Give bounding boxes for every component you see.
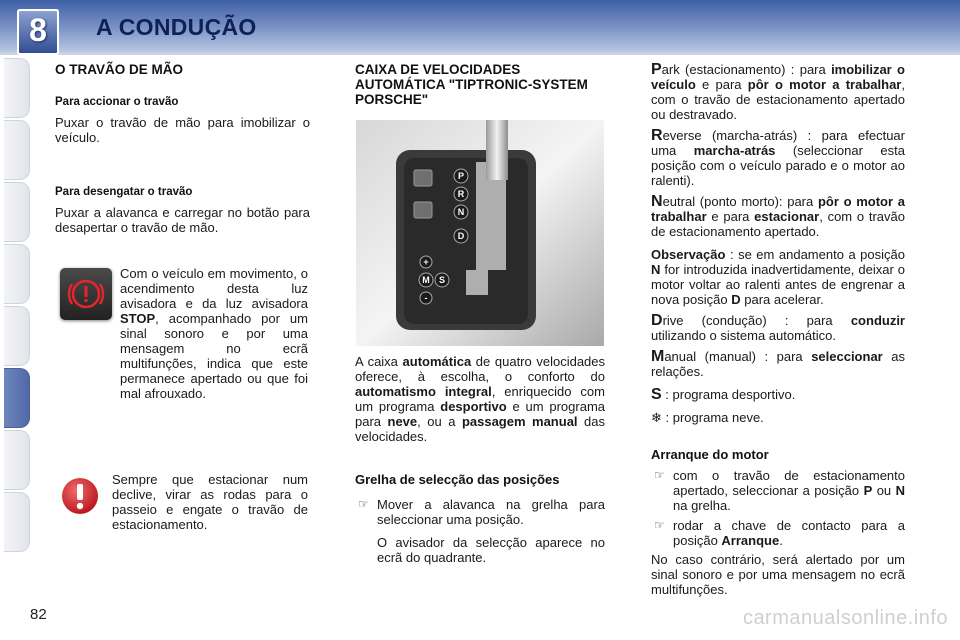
chapter-number: 8 xyxy=(29,12,47,48)
pointing-hand-icon: ☞ xyxy=(654,468,665,482)
position-n-text: Neutral (ponto morto): para pôr o motor a trabalhar e para estacionar, com o travão de estacionamento apertado. xyxy=(651,193,905,239)
column-automatic-gearbox xyxy=(355,62,605,107)
grid-instruction-text: Mover a alavanca na grelha para seleccionar uma posição. xyxy=(377,497,605,527)
parking-brake-warning-icon xyxy=(60,268,112,320)
section-heading-parking-brake: O TRAVÃO DE MÃO xyxy=(55,62,183,77)
engage-text: Puxar o travão de mão para imobilizar o veículo. xyxy=(55,115,310,145)
observation-text: Observação : se em andamento a posição N for introduzida inadvertidamente, deixar o motor voltar ao ralenti antes de engrenar a nova posição D para acelerar. xyxy=(651,247,905,307)
position-m-text: Manual (manual) : para seleccionar as relações. xyxy=(651,348,905,379)
chapter-tab[interactable] xyxy=(4,492,30,552)
gearbox-intro-text: A caixa automática de quatro velocidades oferece, à escolha, o conforto do automatismo integral, enriquecido com um programa desportivo e um programa para neve, ou a passagem manual das velocidades. xyxy=(355,354,606,444)
header-underline xyxy=(0,52,960,55)
chapter-tab[interactable] xyxy=(4,244,30,304)
subheading-engage: Para accionar o travão xyxy=(55,96,179,108)
snowflake-icon: ❄ xyxy=(651,410,662,425)
grid-note-text: O avisador da selecção aparece no ecrã do quadrante. xyxy=(377,535,605,565)
gear-selector-image xyxy=(356,120,604,346)
gear-label-d: D xyxy=(457,231,465,241)
gear-label-n: N xyxy=(457,207,465,217)
list-item xyxy=(651,518,905,548)
section-heading-engine-start: Arranque do motor xyxy=(651,447,769,462)
section-heading-gearbox: CAIXA DE VELOCIDADES AUTOMÁTICA "TIPTRONIC-SYSTEM PORSCHE" xyxy=(355,62,588,107)
chapter-tabs xyxy=(0,58,34,578)
chapter-tab[interactable] xyxy=(4,306,30,366)
gear-label-s: S xyxy=(438,275,446,285)
column-gear-positions xyxy=(651,62,905,597)
list-item xyxy=(651,468,905,513)
parking-warning-text: Sempre que estacionar num declive, virar as rodas para o passeio e engate o travão de estacionamento. xyxy=(112,472,308,532)
position-d-text: Drive (condução) : para conduzir utilizando o sistema automático. xyxy=(651,312,905,343)
exclamation-alert-icon xyxy=(60,476,100,516)
pointing-hand-icon: ☞ xyxy=(654,518,665,532)
gear-label-p: P xyxy=(457,171,465,181)
chapter-tab[interactable] xyxy=(4,120,30,180)
pointing-hand-icon: ☞ xyxy=(358,497,369,511)
position-r-text: Reverse (marcha-atrás) : para efectuar uma marcha-atrás (seleccionar esta posição com o veículo parado e o motor ao ralenti). xyxy=(651,127,905,188)
position-p-text: Park (estacionamento) : para imobilizar o veículo e para pôr o motor a trabalhar, com o travão de estacionamento apertado ou destravado. xyxy=(651,61,905,122)
chapter-tab[interactable] xyxy=(4,430,30,490)
page-title: A CONDUÇÃO xyxy=(96,14,257,40)
gearbox-intro-block xyxy=(355,354,605,565)
page-number: 82 xyxy=(30,606,47,623)
position-s-text: S : programa desportivo. xyxy=(651,386,796,403)
parking-warning-block xyxy=(112,472,308,532)
release-text: Puxar a alavanca e carregar no botão para desapertar o travão de mão. xyxy=(55,205,310,235)
stop-warning-block xyxy=(120,266,308,401)
chapter-tab-active[interactable] xyxy=(4,368,30,428)
gear-label-plus: + xyxy=(423,257,429,267)
list-item xyxy=(355,497,605,565)
engine-start-step-1: com o travão de estacionamento apertado, seleccionar a posição P ou N na grelha. xyxy=(673,468,905,513)
snow-program-text: ❄ : programa neve. xyxy=(651,410,764,425)
watermark-url: carmanualsonline.info xyxy=(742,607,948,629)
section-heading-selector-grid: Grelha de selecção das posições xyxy=(355,472,560,487)
chapter-tab[interactable] xyxy=(4,58,30,118)
chapter-tab[interactable] xyxy=(4,182,30,242)
column-parking-brake xyxy=(55,62,310,235)
engine-start-closing-text: No caso contrário, será alertado por um sinal sonoro e por uma mensagem no ecrã multifunções. xyxy=(651,552,905,597)
gear-label-m: M xyxy=(422,275,430,285)
gear-label-r: R xyxy=(457,189,465,199)
engine-start-step-2: rodar a chave de contacto para a posição Arranque. xyxy=(673,518,905,548)
subheading-release: Para desengatar o travão xyxy=(55,186,193,198)
stop-warning-text: Com o veículo em movimento, o acendimento desta luz avisadora e da luz avisadora STOP, acompanhado por um sinal sonoro e por uma mensagem no ecrã multifunções, indica que este permanece apertado ou que foi mal afrouxado. xyxy=(120,266,308,401)
gear-label-minus: - xyxy=(424,293,428,303)
